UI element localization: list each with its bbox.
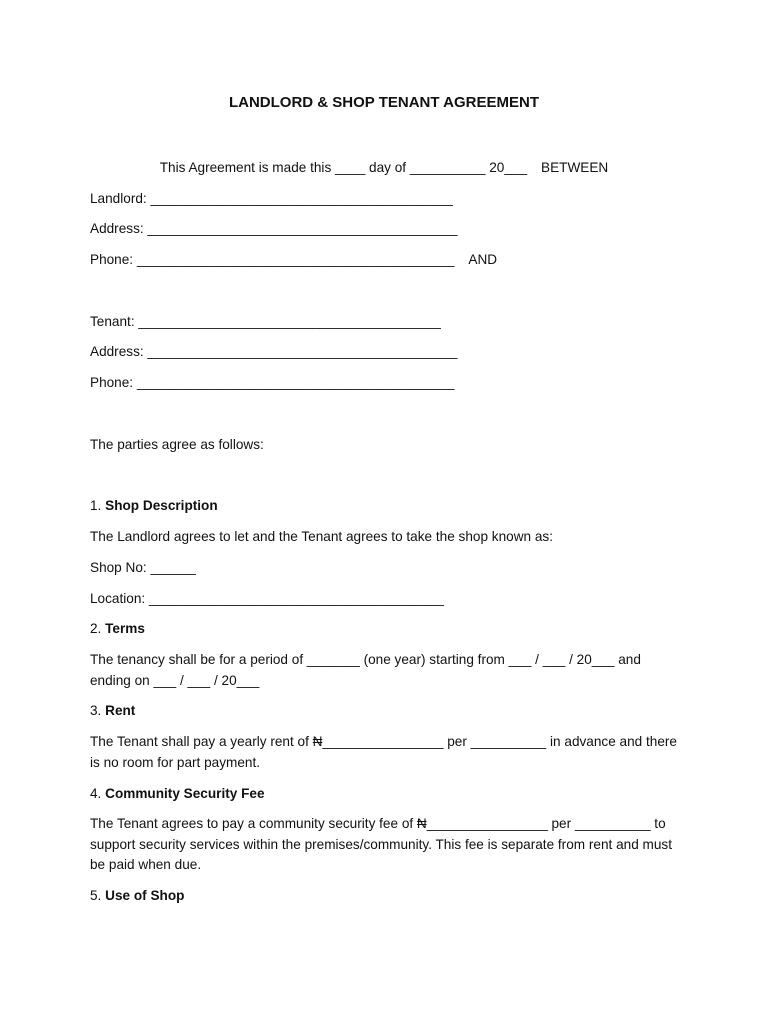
between-text: BETWEEN xyxy=(541,160,609,175)
landlord-phone-line: Phone: __________________________________________ xyxy=(90,252,455,267)
location-line: Location: _______________________________________ xyxy=(90,591,444,606)
agreement-intro-line xyxy=(0,158,768,178)
section-1-number: 1. xyxy=(90,498,102,513)
parties-agree-text: The parties agree as follows: xyxy=(90,437,264,452)
section-4-title: Community Security Fee xyxy=(105,786,265,801)
section-1-heading xyxy=(90,496,218,516)
document-title: LANDLORD & SHOP TENANT AGREEMENT xyxy=(228,94,539,111)
section-1-title: Shop Description xyxy=(105,498,218,513)
section-2-number: 2. xyxy=(90,621,102,636)
section-1-text: The Landlord agrees to let and the Tenant agrees to take the shop known as: xyxy=(90,529,554,544)
section-4-text: The Tenant agrees to pay a community security fee of ₦________________ per __________ to support security services within the premises/community. This fee is separate from rent and must be paid when due. xyxy=(90,816,672,872)
landlord-phone-row xyxy=(90,250,497,270)
landlord-address-line: Address: _________________________________________ xyxy=(90,221,458,236)
section-5-number: 5. xyxy=(90,888,102,903)
section-2-heading xyxy=(90,619,145,639)
tenant-address-line: Address: _________________________________________ xyxy=(90,344,458,359)
section-3-heading xyxy=(90,701,135,721)
section-2-text: The tenancy shall be for a period of _______ (one year) starting from ___ / ___ / 20___ and ending on ___ / ___ / 20___ xyxy=(90,652,641,688)
section-2-title: Terms xyxy=(105,621,145,636)
agreement-date-text: This Agreement is made this ____ day of __________ 20___ xyxy=(159,160,528,175)
tenant-phone-line: Phone: __________________________________________ xyxy=(90,375,455,390)
section-5-heading xyxy=(90,886,184,906)
and-text: AND xyxy=(468,252,498,267)
section-5-title: Use of Shop xyxy=(105,888,185,903)
section-3-title: Rent xyxy=(105,703,136,718)
section-3-text: The Tenant shall pay a yearly rent of ₦________________ per __________ in advance and there is no room for part payment. xyxy=(90,734,677,770)
section-3-number: 3. xyxy=(90,703,102,718)
shop-no-line: Shop No: ______ xyxy=(90,560,196,575)
landlord-name-line: Landlord: ________________________________________ xyxy=(90,191,453,206)
section-4-heading xyxy=(90,784,265,804)
tenant-name-line: Tenant: ________________________________________ xyxy=(90,314,441,329)
section-4-number: 4. xyxy=(90,786,102,801)
